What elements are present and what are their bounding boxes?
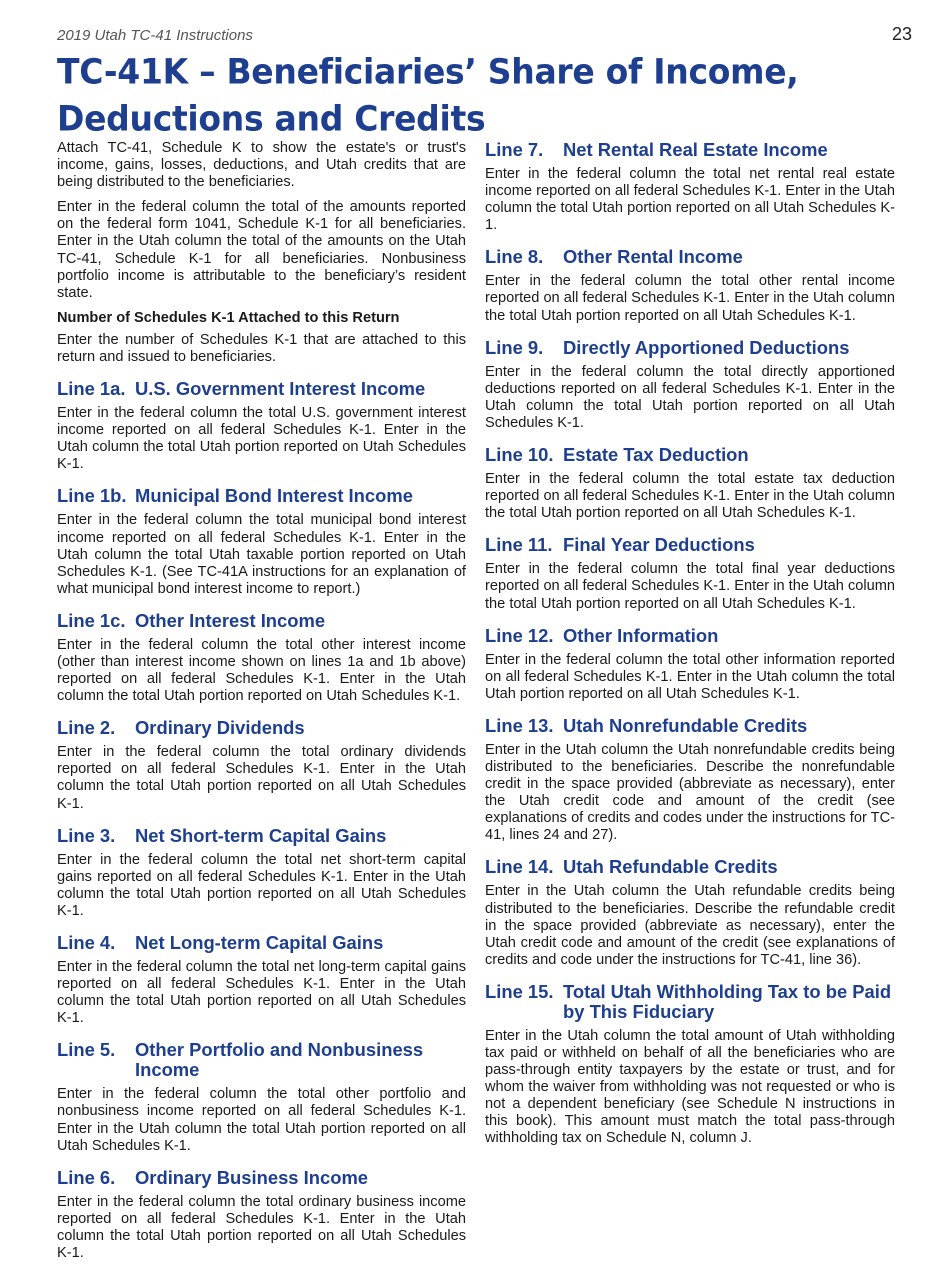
- line-number: Line 8.: [485, 246, 544, 268]
- line-heading: [57, 718, 466, 738]
- line-description: Enter in the federal column the total estate tax deduction reported on all federal Schedules K-1. Enter in the Utah column the total Utah portion reported on all Utah Schedules K-1.: [485, 471, 895, 522]
- line-number: Line 9.: [485, 336, 544, 358]
- subheading-text: Enter the number of Schedules K-1 that are attached to this return and issued to beneficiaries.: [57, 331, 466, 365]
- line-title: Municipal Bond Interest Income: [135, 485, 413, 507]
- line-description: Enter in the federal column the total net rental real estate income reported on all federal Schedules K-1. Enter in the Utah column the total Utah portion reported on all Utah Schedules K-1.: [485, 166, 895, 234]
- line-section: [485, 338, 895, 432]
- line-heading: [485, 982, 895, 1022]
- line-section: [485, 716, 895, 845]
- page-title-line-2: Deductions and Credits: [57, 98, 486, 140]
- line-heading: [57, 933, 466, 953]
- line-title: Net Short-term Capital Gains: [135, 824, 387, 846]
- line-title: Net Long-term Capital Gains: [135, 932, 384, 953]
- line-section: [485, 626, 895, 703]
- line-description: Enter in the federal column the total other rental income reported on all federal Schedules K-1. Enter in the Utah column the total Utah portion reported on all Utah Schedules K-1.: [485, 273, 895, 324]
- line-title: Utah Refundable Credits: [563, 856, 778, 878]
- line-section: [57, 933, 466, 1027]
- line-number: Line 1b.: [57, 485, 127, 507]
- line-section: [485, 140, 895, 234]
- intro-paragraph: Attach TC-41, Schedule K to show the estate's or trust's income, gains, losses, deductions, and Utah credits that are being distributed to the beneficiaries.: [57, 140, 466, 191]
- line-section: [57, 611, 466, 705]
- line-heading: [485, 445, 895, 465]
- left-column: [57, 140, 466, 1270]
- line-description: Enter in the federal column the total net short-term capital gains reported on all federal Schedules K-1. Enter in the Utah column the total Utah portion reported on all Utah Schedules K-1.: [57, 851, 466, 919]
- line-number: Line 1c.: [57, 609, 126, 631]
- line-description: Enter in the federal column the total directly apportioned deductions reported on all federal Schedules K-1. Enter in the Utah column the total Utah portion reported on all Utah Schedules K-1.: [485, 363, 895, 431]
- line-section: [57, 826, 466, 920]
- line-number: Line 3.: [57, 824, 116, 846]
- line-heading: [485, 247, 895, 267]
- line-title: Estate Tax Deduction: [563, 444, 749, 466]
- line-title: Other Rental Income: [563, 246, 743, 268]
- line-section: [485, 445, 895, 522]
- line-heading: [485, 338, 895, 358]
- line-section: [57, 1040, 466, 1154]
- line-number: Line 14.: [485, 856, 554, 878]
- page-title-line-1: TC-41K – Beneficiaries’ Share of Income,: [57, 50, 799, 92]
- line-heading: [57, 611, 466, 631]
- line-heading: [57, 826, 466, 846]
- line-section: [57, 486, 466, 597]
- line-heading: [485, 626, 895, 646]
- line-heading: [485, 857, 895, 877]
- line-description: Enter in the federal column the total net long-term capital gains reported on all federal Schedules K-1. Enter in the Utah column the total Utah portion reported on all Utah Schedules K-1.: [57, 959, 466, 1027]
- line-section: [485, 982, 895, 1148]
- line-description: Enter in the federal column the total final year deductions reported on all federal Schedules K-1. Enter in the Utah column the total Utah portion reported on all Utah Schedules K-1.: [485, 561, 895, 612]
- line-section: [57, 718, 466, 812]
- line-title: Net Rental Real Estate Income: [563, 139, 828, 160]
- left-line-sections: [57, 374, 466, 1262]
- line-title: Utah Nonrefundable Credits: [563, 714, 808, 736]
- line-number: Line 7.: [485, 139, 544, 160]
- intro-paragraph: Enter in the federal column the total of the amounts reported on the federal form 1041, Schedule K-1 for all beneficiaries. Enter in the Utah column the total of the amounts on the Utah TC-41, Schedule K-1 for all beneficiaries. Nonbusiness portfolio income is attributable to the beneficiary’s resident state.: [57, 199, 466, 301]
- line-description: Enter in the federal column the total other portfolio and nonbusiness income reported on all federal Schedules K-1. Enter in the Utah column the total Utah portion reported on all Utah Schedules K-1.: [57, 1086, 466, 1154]
- line-title: Directly Apportioned Deductions: [563, 336, 850, 358]
- line-description: Enter in the federal column the total other information reported on all federal Schedules K-1. Enter in the Utah column the total Utah portion reported on all Utah Schedules K-1.: [485, 651, 895, 702]
- line-title: Final Year Deductions: [563, 534, 755, 556]
- line-number: Line 12.: [485, 624, 554, 646]
- line-number: Line 10.: [485, 444, 554, 466]
- page-number: 23: [891, 24, 912, 44]
- line-number: Line 2.: [57, 717, 116, 739]
- line-number: Line 4.: [57, 932, 116, 953]
- line-number: Line 15.: [485, 980, 554, 1002]
- line-heading: [57, 1168, 466, 1188]
- page-title: [57, 48, 917, 143]
- line-number: Line 11.: [485, 534, 553, 556]
- line-description: Enter in the federal column the total ordinary business income reported on all federal Schedules K-1. Enter in the Utah column the total Utah portion reported on all Utah Schedules K-1.: [57, 1193, 466, 1262]
- line-title: Ordinary Business Income: [135, 1166, 369, 1188]
- line-heading: [485, 716, 895, 736]
- subheading: Number of Schedules K-1 Attached to this Return: [57, 309, 400, 326]
- line-number: Line 6.: [57, 1166, 116, 1188]
- line-heading: [57, 379, 466, 399]
- line-heading: [485, 535, 895, 555]
- line-title: U.S. Government Interest Income: [135, 378, 426, 400]
- line-number: Line 1a.: [57, 378, 126, 400]
- line-description: Enter in the federal column the total U.S. government interest income reported on all federal Schedules K-1. Enter in the Utah column the total Utah portion reported on Utah Schedules K-1.: [57, 405, 466, 473]
- line-title: Other Information: [563, 624, 719, 646]
- right-line-sections: [485, 140, 895, 1148]
- line-section: [57, 1168, 466, 1262]
- right-column: [485, 140, 895, 1156]
- line-section: [57, 379, 466, 473]
- running-header: 2019 Utah TC-41 Instructions: [57, 27, 253, 44]
- line-section: [485, 857, 895, 968]
- line-section: [485, 535, 895, 612]
- line-number: Line 5.: [57, 1039, 116, 1061]
- line-description: Enter in the Utah column the total amount of Utah withholding tax paid or withheld on behalf of all the beneficiaries who are pass-through entity taxpayers by the estate or trust, and for whom the waiver from withholding was not requested or who is not a dependent beneficiary (see Schedule N instructions in this book). This amount must match the total pass-through withholding tax on Schedule N, column J.: [485, 1027, 895, 1147]
- line-description: Enter in the federal column the total municipal bond interest income reported on all federal Schedules K-1. Enter in the Utah column the total Utah taxable portion reported on Utah Schedules K-1. (See TC-41A instructions for an explanation of what municipal bond interest income to report.): [57, 512, 466, 597]
- line-number: Line 13.: [485, 714, 554, 736]
- line-heading: [57, 486, 466, 506]
- line-heading: [57, 1040, 466, 1080]
- line-section: [485, 247, 895, 324]
- line-description: Enter in the Utah column the Utah nonrefundable credits being distributed to the beneficiaries. Describe the nonrefundable credit in the space provided (abbreviate as necessary), enter the Utah credit code and amount of the credit (see explanations of credits and codes under the instructions for TC-41, lines 24 and 27).: [485, 741, 895, 844]
- line-description: Enter in the federal column the total ordinary dividends reported on all federal Schedules K-1. Enter in the Utah column the total Utah portion reported on all Utah Schedules K-1.: [57, 744, 466, 812]
- line-heading: [485, 140, 895, 160]
- line-description: Enter in the federal column the total other interest income (other than interest income shown on lines 1a and 1b above) reported on all federal Schedules K-1. Enter in the Utah column the total Utah portion reported on Utah Schedules K-1.: [57, 636, 466, 705]
- line-title: Other Portfolio and Nonbusiness Income: [135, 1039, 424, 1081]
- line-title: Other Interest Income: [135, 609, 326, 631]
- line-title: Ordinary Dividends: [135, 717, 305, 739]
- line-description: Enter in the Utah column the Utah refundable credits being distributed to the beneficiaries. Describe the refundable credit in the space provided (abbreviate as necessary), enter the Utah credit code and amount of the credit (see explanations of credits and code under the instructions for TC-41, line 36).: [485, 883, 895, 968]
- line-title: Total Utah Withholding Tax to be Paid by This Fiduciary: [563, 980, 892, 1022]
